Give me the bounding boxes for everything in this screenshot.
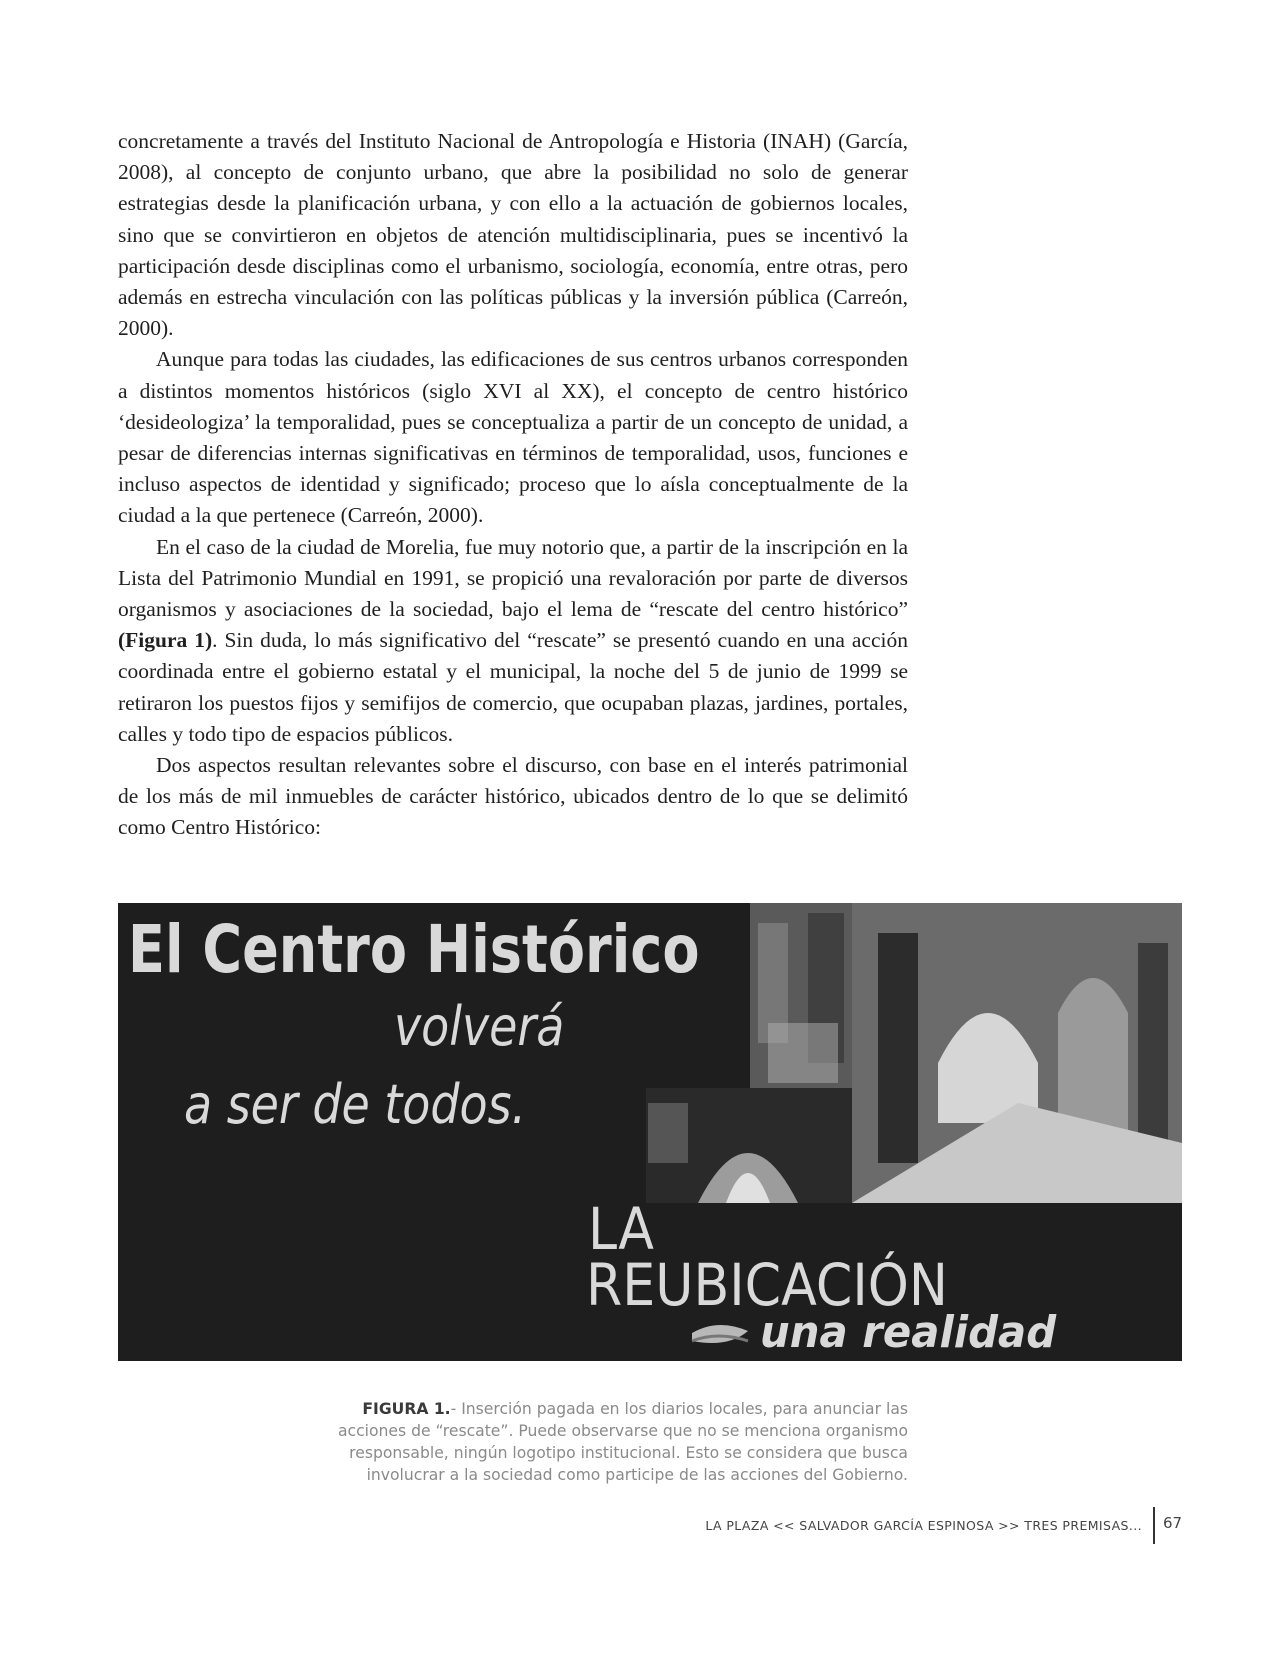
figure-headline-6: una realidad bbox=[760, 1307, 1057, 1358]
figure-newspaper-ad bbox=[118, 903, 1182, 1361]
paragraph-3-text-a: En el caso de la ciudad de Morelia, fue muy notorio que, a partir de la inscripción en la Lista del Patrimonio Mundial en 1991, se propició una revaloración por parte de diversos organismos y asociaciones de la sociedad, bajo el lema de “rescate del centro histórico” bbox=[118, 534, 908, 622]
figure-headline-1: El Centro Histórico bbox=[128, 911, 700, 988]
paragraph-2: Aunque para todas las ciudades, las edificaciones de sus centros urbanos corresponden a distintos momentos históricos (siglo XVI al XX), el concepto de centro histórico ‘desideologiza’ la temporalidad, pues se conceptualiza a partir de un concepto de unidad, a pesar de diferencias internas significativas en términos de temporalidad, usos, funciones e incluso aspectos de identidad y significado; proceso que lo aísla conceptualmente de la ciudad a la que pertenece (Carreón, 2000). bbox=[118, 347, 908, 528]
footer-divider bbox=[1153, 1507, 1155, 1544]
figure-headline-2: volverá bbox=[394, 995, 565, 1058]
swoosh-graphic bbox=[692, 1325, 748, 1343]
caption-label: FIGURA 1. bbox=[362, 1400, 451, 1418]
paragraph-1: concretamente a través del Instituto Nacional de Antropología e Historia (INAH) (García, 2008), al concepto de conjunto urbano, que abre la posibilidad no solo de generar estrategias desde la planificación urbana, y con ello a la actuación de gobiernos locales, sino que se convirtieron en objetos de atención multidisciplinaria, pues se incentivó la participación desde disciplinas como el urbanismo, sociología, economía, entre otras, pero además en estrecha vinculación con las políticas públicas y la inversión pública (Carreón, 2000). bbox=[118, 129, 908, 341]
paragraph-3-text-b: . Sin duda, lo más significativo del “rescate” se presentó cuando en una acción coordinada entre el gobierno estatal y el municipal, la noche del 5 de junio de 1999 se retiraron los puestos fijos y semifijos de comercio, que ocupaban plazas, jardines, portales, calles y todo tipo de espacios públicos. bbox=[118, 628, 908, 746]
body-text bbox=[118, 126, 908, 844]
figure-headline-4: LA bbox=[588, 1195, 654, 1263]
caption-text: - Inserción pagada en los diarios locales, para anunciar las acciones de “rescate”. Puede observarse que no se menciona organismo responsable, ningún logotipo institucional. Esto se considera que busca involucrar a la sociedad como participe de las acciones del Gobierno. bbox=[337, 1400, 908, 1484]
figure-caption bbox=[290, 1398, 908, 1486]
figure-headline-5: REUBICACIÓN bbox=[586, 1251, 948, 1319]
running-head: LA PLAZA << SALVADOR GARCÍA ESPINOSA >> TRES PREMISAS... bbox=[705, 1518, 1142, 1533]
figure-headline-3: a ser de todos. bbox=[184, 1073, 527, 1136]
paragraph-4: Dos aspectos resultan relevantes sobre el discurso, con base en el interés patrimonial de los más de mil inmuebles de carácter histórico, ubicados dentro de lo que se delimitó como Centro Histórico: bbox=[118, 753, 908, 840]
paragraph-3 bbox=[118, 532, 908, 750]
figure-reference: (Figura 1) bbox=[118, 628, 213, 653]
page-number: 67 bbox=[1163, 1514, 1183, 1532]
